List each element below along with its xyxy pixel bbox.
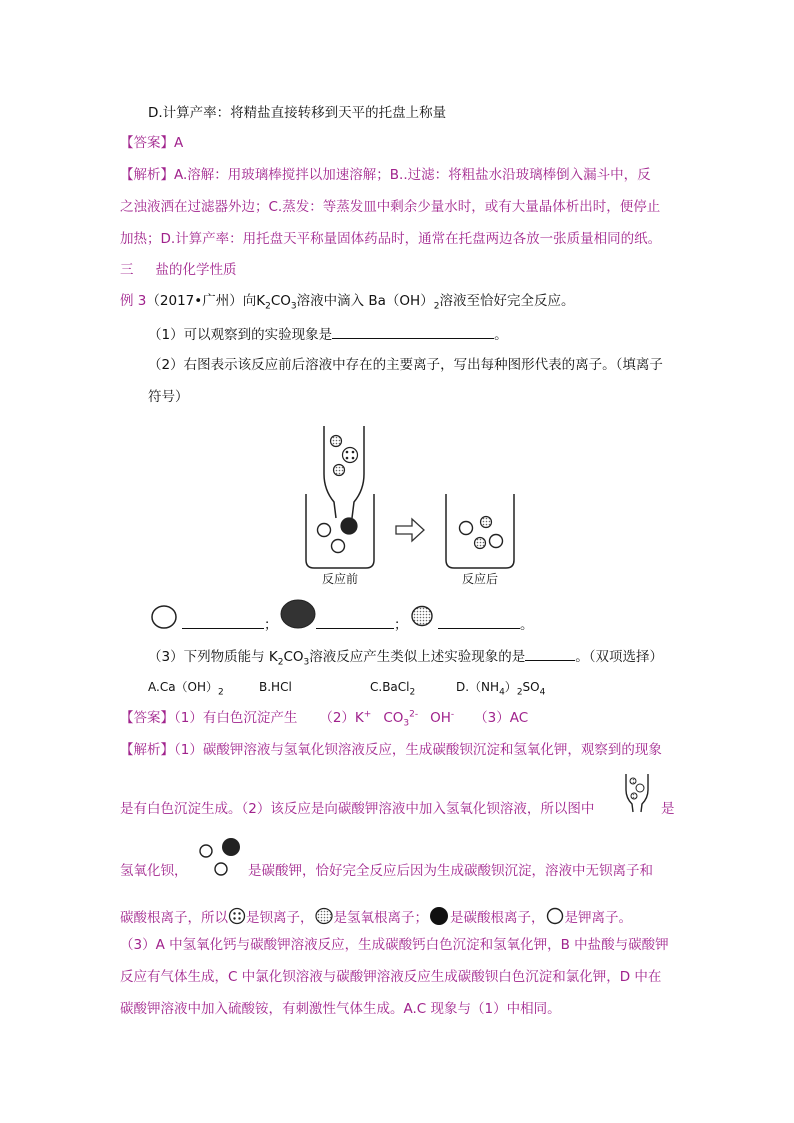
question-1-text: （1）可以观察到的实验现象是 bbox=[148, 327, 333, 343]
option-d-sub-3: 4 bbox=[539, 687, 546, 698]
option-d-text: D.（NH bbox=[456, 680, 500, 694]
example-mid: 溶液中滴入 Ba（OH） bbox=[296, 293, 434, 309]
question-3 bbox=[148, 646, 663, 666]
section-number: 三 bbox=[120, 262, 134, 278]
potassium-ion-4 bbox=[490, 535, 503, 548]
black-circle-icon bbox=[279, 598, 317, 630]
analysis-2-line-5: （3）A 中氢氧化钙与碳酸钾溶液反应，生成碳酸钙白色沉淀和氢氧化钾，B 中盐酸与碳酸钾 bbox=[120, 937, 669, 953]
potassium-ion-2 bbox=[332, 540, 345, 553]
blank-white-circle[interactable] bbox=[182, 614, 264, 629]
question-1-blank[interactable] bbox=[332, 324, 494, 339]
formula-k2co3 bbox=[256, 293, 297, 312]
analysis-2-line-2: 是有白色沉淀生成。（2）该反应是向碳酸钾溶液中加入氢氧化钡溶液，所以图中 bbox=[120, 801, 595, 817]
q3-mid: CO bbox=[283, 649, 304, 665]
blank-black-circle[interactable] bbox=[316, 614, 394, 629]
formula-co-sub: 3 bbox=[290, 301, 297, 312]
question-2-line-2: 符号） bbox=[148, 389, 189, 405]
blank-row bbox=[182, 614, 278, 634]
answer-value: A bbox=[174, 135, 184, 151]
answer-2-part-3-sub: 3 bbox=[403, 718, 410, 729]
answer-2-part-5: （3）AC bbox=[474, 710, 529, 726]
answer-2-part-2: （2）K bbox=[319, 710, 364, 726]
hydroxide-ion-icon bbox=[314, 907, 334, 925]
blank-sep-2: ； bbox=[394, 617, 408, 633]
option-d-text-3: SO bbox=[522, 680, 540, 694]
option-a-sub: 2 bbox=[218, 687, 224, 698]
analysis-2-line-6: 反应有气体生成，C 中氯化钡溶液与碳酸钾溶液反应生成碳酸钡白色沉淀和氯化钾，D 中在 bbox=[120, 969, 662, 985]
option-b: B.HCl bbox=[259, 680, 292, 694]
carbonate-ion bbox=[341, 518, 357, 534]
answer-2-part-4: OH bbox=[430, 710, 451, 726]
answer-2-part-3-sup: 2- bbox=[409, 709, 419, 720]
analysis-2-line-4 bbox=[120, 906, 632, 927]
option-d-text-2: ） bbox=[504, 680, 517, 694]
example-source: （2017•广州）向 bbox=[146, 293, 257, 309]
option-d-sub-2: 2 bbox=[516, 687, 523, 698]
analysis-2-text-4a: 碳酸根离子，所以 bbox=[120, 910, 228, 926]
analysis-tag: 【解析】 bbox=[120, 167, 174, 183]
blank-row-2 bbox=[316, 614, 408, 634]
formula-k-sub: 2 bbox=[265, 301, 271, 312]
reaction-diagram bbox=[296, 418, 520, 590]
option-c-sub: 2 bbox=[409, 687, 416, 698]
carbonate-ion-icon bbox=[428, 906, 450, 926]
dropper-icon bbox=[620, 772, 654, 816]
q3-sub-2: 3 bbox=[303, 657, 310, 668]
q3-sub-1: 2 bbox=[277, 657, 284, 668]
hydroxide-ion-4 bbox=[475, 538, 486, 549]
analysis-2-line-1 bbox=[120, 741, 662, 759]
answer-tag: 【答案】 bbox=[120, 135, 174, 151]
example-label: 例 3 bbox=[120, 293, 147, 309]
analysis-1-line-1 bbox=[120, 166, 651, 184]
q3-post: 溶液反应产生类似上述实验现象的是 bbox=[309, 649, 526, 665]
dotted-circle-icon bbox=[410, 604, 436, 628]
analysis-2-line-7: 碳酸钾溶液中加入硫酸铵，有刺激性气体生成。A.C 现象与（1）中相同。 bbox=[120, 1001, 561, 1017]
blank-sep-1: ； bbox=[264, 617, 278, 633]
blank-row-3 bbox=[438, 614, 534, 634]
analysis-2-text-4c: 是氢氧根离子； bbox=[333, 910, 428, 926]
potassium-carbonate-icon bbox=[198, 836, 244, 876]
option-a-text: A.Ca（OH） bbox=[148, 680, 219, 694]
section-title: 盐的化学性质 bbox=[155, 262, 237, 278]
analysis-2-text-1: （1）碳酸钾溶液与氢氧化钡溶液反应，生成碳酸钡沉淀和氢氧化钾，观察到的现象 bbox=[174, 742, 662, 758]
answer-2-part-3: CO bbox=[383, 710, 404, 726]
analysis-2-tag: 【解析】 bbox=[120, 742, 174, 758]
example-end: 溶液至恰好完全反应。 bbox=[439, 293, 575, 309]
formula-k: K bbox=[256, 293, 266, 309]
answer-2 bbox=[120, 709, 528, 727]
hydroxide-ion-1 bbox=[331, 436, 342, 447]
arrow-icon bbox=[396, 519, 424, 541]
option-c-text: C.BaCl bbox=[370, 680, 410, 694]
analysis-1-line-2: 之浊液洒在过滤器外边；C.蒸发：等蒸发皿中剩余少量水时，或有大量晶体析出时，便停止 bbox=[120, 199, 661, 215]
answer-2-part-4-sup: - bbox=[450, 709, 455, 720]
option-a bbox=[148, 678, 224, 696]
blank-end: 。 bbox=[520, 617, 534, 633]
analysis-1-line-3: 加热；D.计算产率：用托盘天平称量固体药品时，通常在托盘两边各放一张质量相同的纸。 bbox=[120, 231, 662, 247]
analysis-text: A.溶解：用玻璃棒搅拌以加速溶解；B..过滤：将粗盐水沿玻璃棒倒入漏斗中，反 bbox=[174, 167, 651, 183]
answer-2-part-2-sup: + bbox=[363, 709, 372, 720]
potassium-ion-3 bbox=[460, 522, 473, 535]
beaker-after bbox=[446, 494, 514, 568]
option-c bbox=[370, 678, 415, 696]
barium-ion-icon bbox=[228, 907, 246, 925]
potassium-ion-1 bbox=[318, 524, 331, 537]
analysis-2-text-4e: 是钾离子。 bbox=[564, 910, 632, 926]
formula-co: CO bbox=[270, 293, 291, 309]
answer-2-part-1: （1）有白色沉淀产生 bbox=[174, 710, 298, 726]
hydroxide-ion-3 bbox=[481, 517, 492, 528]
white-circle-icon bbox=[150, 604, 180, 630]
section-heading bbox=[120, 261, 237, 279]
analysis-2-line-2-end: 是 bbox=[661, 801, 675, 817]
option-d-sub: 4 bbox=[499, 687, 505, 698]
analysis-2-text-4d: 是碳酸根离子， bbox=[450, 910, 545, 926]
label-after: 反应后 bbox=[462, 572, 499, 586]
analysis-2-line-3: 是碳酸钾，恰好完全反应后因为生成碳酸钡沉淀，溶液中无钡离子和 bbox=[248, 863, 653, 879]
analysis-2-line-3-start: 氢氧化钡， bbox=[120, 863, 188, 879]
option-d-line: D.计算产率：将精盐直接转移到天平的托盘上称量 bbox=[148, 105, 447, 121]
beaker-before bbox=[306, 494, 374, 568]
potassium-ion-icon bbox=[545, 907, 565, 925]
question-2-line-1: （2）右图表示该反应前后溶液中存在的主要离子，写出每种图形代表的离子。（填离子 bbox=[148, 357, 663, 373]
option-d bbox=[456, 678, 545, 696]
question-3-blank[interactable] bbox=[525, 646, 575, 661]
q3-pre: （3）下列物质能与 K bbox=[148, 649, 278, 665]
answer-2-tag: 【答案】 bbox=[120, 710, 174, 726]
hydroxide-ion-2 bbox=[334, 465, 345, 476]
q3-end: 。（双项选择） bbox=[575, 649, 664, 665]
question-1-end: 。 bbox=[494, 327, 508, 343]
question-1 bbox=[148, 324, 508, 344]
analysis-2-text-4b: 是钡离子， bbox=[246, 910, 314, 926]
label-before: 反应前 bbox=[322, 572, 359, 586]
barium-ion bbox=[343, 448, 358, 463]
dropper-right-wall bbox=[352, 426, 364, 518]
blank-dotted-circle[interactable] bbox=[438, 614, 520, 629]
example-mid-sub: 2 bbox=[433, 301, 440, 312]
answer-1 bbox=[120, 134, 183, 152]
example-line bbox=[120, 292, 574, 310]
